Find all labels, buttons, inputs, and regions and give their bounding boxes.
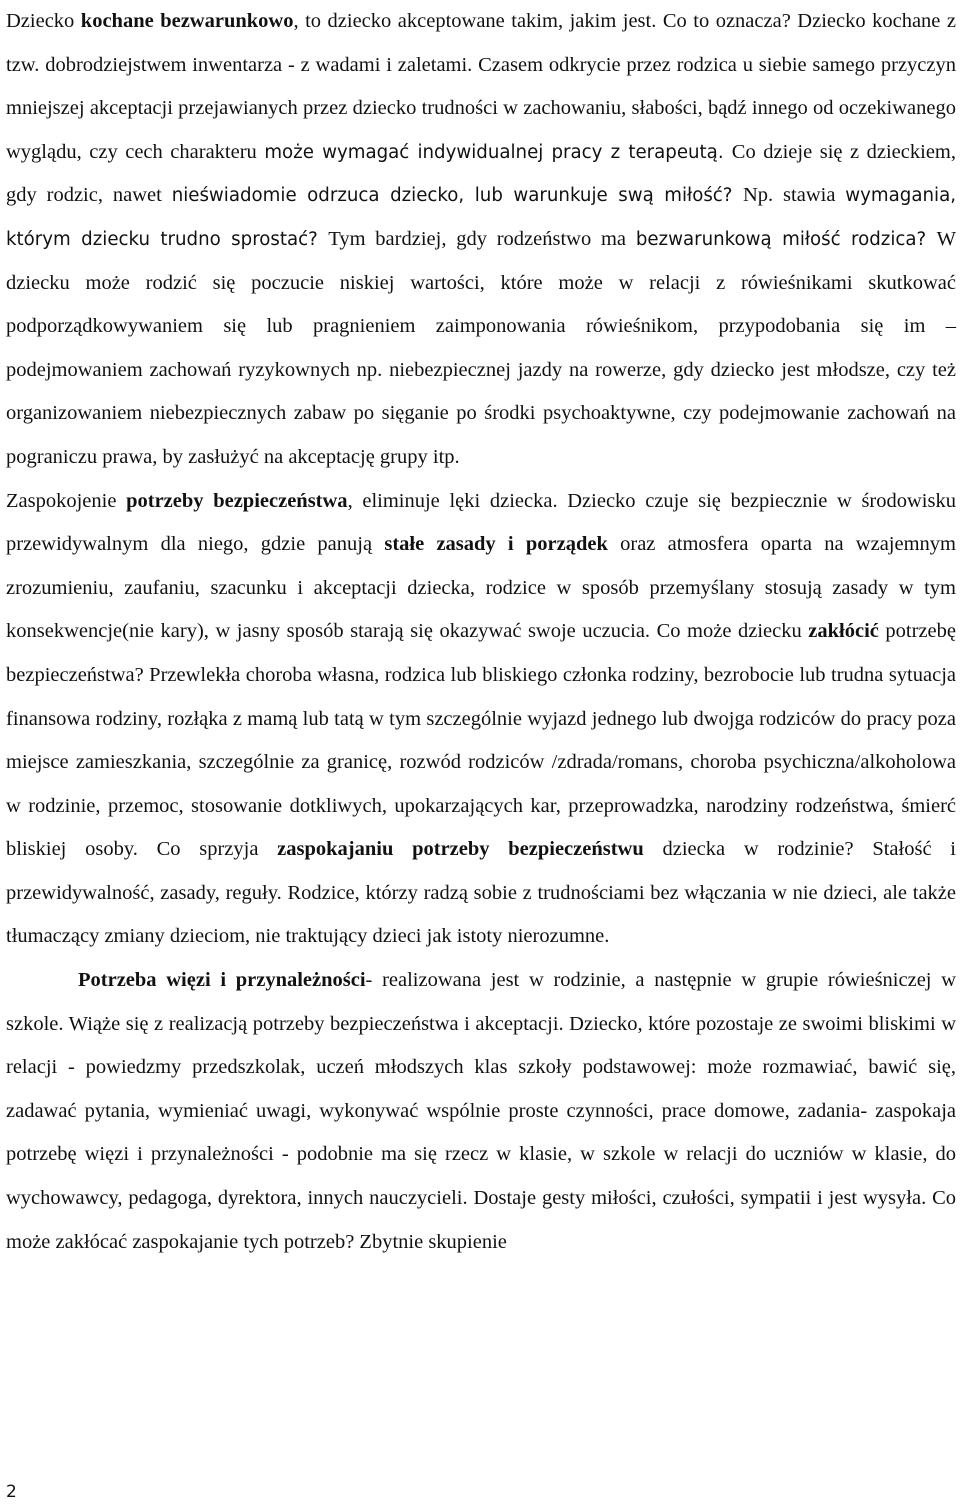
- text-run: Tym bardziej, gdy rodzeństwo ma: [328, 227, 636, 250]
- paragraph-belonging: [6, 959, 956, 1264]
- text-run: , to dziecko akceptowane takim, jakim jest. Co to oznacza? Dziecko kochane z tzw. dobrodziejstwem inwentarza - z wadami i zaletami. Czasem odkrycie przez rodzica u siebie samego przyczyn mniejszej akceptacji przejawianych przez dziecko trudności w zachowaniu, słabości, bądź innego od oczekiwanego wyglądu, czy cech charakteru: [6, 10, 956, 163]
- text-run: Dziecko: [6, 10, 81, 32]
- bold-term-safety-need: potrzeby bezpieczeństwa: [126, 489, 348, 512]
- text-run: Zaspokojenie: [6, 489, 127, 512]
- text-run: W dziecku może rodzić się poczucie niskiej wartości, które może w relacji z rówieśnikami skutkować podporządkowywaniem się lub pragnieniem zaimponowania rówieśnikom, przypodobania się im – podejmowaniem zachowań ryzykownych np. niebezpiecznej jazdy na rowerze, gdy dziecko jest młodsze, czy też organizowaniem niebezpiecznych zabaw po sięganie po środki psychoaktywne, czy podejmowanie zachowań na pograniczu prawa, by zasłużyć na akceptację grupy itp.: [6, 227, 956, 468]
- bold-term-belonging-need: Potrzeba więzi i przynależności: [78, 969, 366, 992]
- text-run: potrzebę bezpieczeństwa? Przewlekła choroba własna, rodzica lub bliskiego członka rodziny, bezrobocie lub trudna sytuacja finansowa rodziny, rozłąka z mamą lub tatą w tym szczególnie wyjazd jednego lub dwojga rodziców do pracy poza miejsce zamieszkania, szczególnie za granicę, rozwód rodziców /zdrada/romans, choroba psychiczna/alkoholowa w rodzinie, przemoc, stosowanie dotkliwych, upokarzających kar, przeprowadzka, narodziny rodzeństwa, śmierć bliskiej osoby. Co sprzyja: [6, 620, 956, 861]
- bold-term-unconditional-love: kochane bezwarunkowo: [80, 10, 294, 32]
- text-run: bezwarunkową miłość rodzica?: [635, 228, 937, 250]
- bold-term-fixed-rules: stałe zasady i porządek: [384, 533, 608, 556]
- bold-term-disrupt: zakłócić: [808, 620, 879, 643]
- text-run: nieświadomie odrzuca dziecko, lub warunkuje swą miłość?: [171, 185, 743, 207]
- page-number: 2: [6, 1482, 17, 1502]
- text-run: Np. stawia: [742, 184, 846, 207]
- paragraph-safety: [6, 480, 956, 960]
- bold-term-meeting-safety-need: zaspokajaniu potrzeby bezpieczeństwu: [277, 838, 644, 861]
- text-run: - realizowana jest w rodzinie, a następnie w grupie rówieśniczej w szkole. Wiąże się z realizacją potrzeby bezpieczeństwa i akceptacji. Dziecko, które pozostaje ze swoimi bliskimi w relacji - powiedzmy przedszkolak, uczeń młodszych klas szkoły podstawowej: może rozmawiać, bawić się, zadawać pytania, wymieniać uwagi, wykonywać wspólnie proste czynności, prace domowe, zadania- zaspokaja potrzebę więzi i przynależności - podobnie ma się rzecz w klasie, w szkole w relacji do uczniów w klasie, do wychowawcy, pedagoga, dyrektora, innych nauczycieli. Dostaje gesty miłości, czułości, sympatii i jest wysyła. Co może zakłócać zaspokajanie tych potrzeb? Zbytnie skupienie: [6, 969, 956, 1253]
- text-run: Co dzieje się z dzieckiem, gdy rodzic, nawet: [6, 140, 956, 207]
- text-run: , eliminuje lęki dziecka. Dziecko czuje się bezpiecznie w środowisku przewidywalnym dla niego, gdzie panują: [6, 489, 956, 556]
- document-page: [6, 0, 956, 1264]
- paragraph-acceptance: [6, 0, 956, 480]
- text-run: wymagania, którym dziecku trudno sprostać?: [6, 185, 956, 250]
- text-run: może wymagać indywidualnej pracy z terapeutą.: [264, 141, 732, 163]
- text-run: dziecka w rodzinie? Stałość i przewidywalność, zasady, reguły. Rodzice, którzy radzą sobie z trudnościami bez włączania w nie dzieci, ale także tłumaczący zmiany dzieciom, nie traktujący dzieci jak istoty nierozumne.: [6, 838, 956, 948]
- text-run: oraz atmosfera oparta na wzajemnym zrozumieniu, zaufaniu, szacunku i akceptacji dziecka, rodzice w sposób przemyślany stosują zasady w tym konsekwencje(nie kary), w jasny sposób starają się okazywać swoje uczucia. Co może dziecku: [6, 533, 956, 643]
